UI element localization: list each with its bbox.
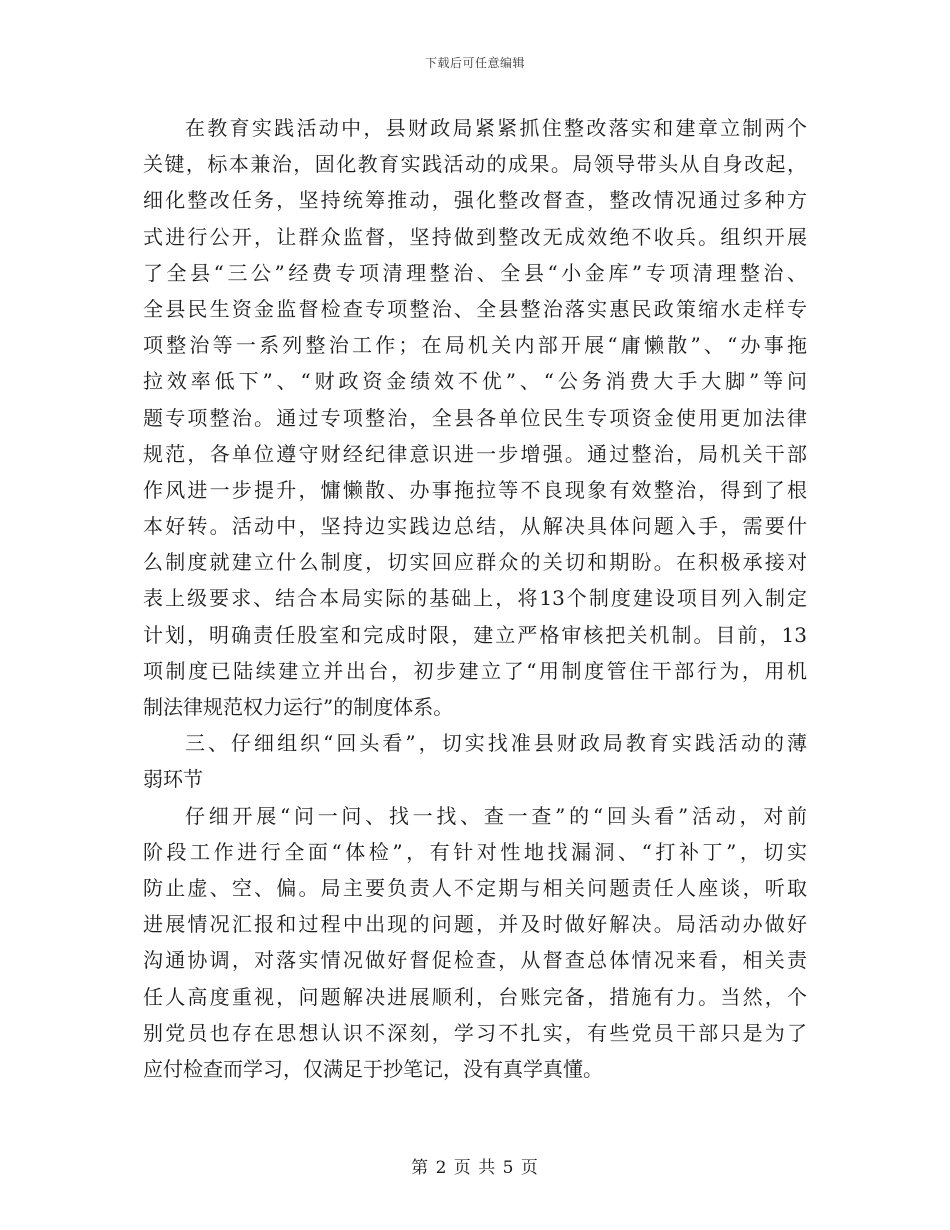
- section-heading-review: [143, 725, 807, 797]
- heading-line: 三、仔细组织“回头看”，切实找准县财政局教育实践活动的薄: [185, 731, 807, 756]
- text-line: 全县民生资金监督检查专项整治、全县整治落实惠民政策缩水走样专: [143, 296, 807, 321]
- text-line: 表上级要求、结合本局实际的基础上，将13个制度建设项目列入制定: [143, 586, 807, 611]
- text-line: 么制度就建立什么制度，切实回应群众的关切和期盼。在积极承接对: [143, 550, 807, 575]
- text-line: 规范，各单位遵守财经纪律意识进一步增强。通过整治，局机关干部: [143, 441, 807, 466]
- text-line: 关键，标本兼治，固化教育实践活动的成果。局领导带头从自身改起，: [143, 152, 807, 177]
- text-line: 防止虚、空、偏。局主要负责人不定期与相关问题责任人座谈，听取: [143, 875, 807, 900]
- text-line: 细化整改任务，坚持统筹推动，强化整改督查，整改情况通过多种方: [143, 188, 807, 213]
- text-line: 沟通协调，对落实情况做好督促检查，从督查总体情况来看，相关责: [143, 948, 807, 973]
- text-line: 阶段工作进行全面“体检”，有针对性地找漏洞、“打补丁”，切实: [143, 839, 807, 864]
- paragraph-rectification: [143, 110, 807, 725]
- text-line: 项整治等一系列整治工作；在局机关内部开展“庸懒散”、“办事拖: [143, 333, 807, 358]
- text-line: 计划，明确责任股室和完成时限，建立严格审核把关机制。目前，13: [143, 622, 807, 647]
- text-line: 了全县“三公”经费专项清理整治、全县“小金库”专项清理整治、: [143, 260, 807, 285]
- text-line: 作风进一步提升，慵懒散、办事拖拉等不良现象有效整治，得到了根: [143, 477, 807, 502]
- text-line: 进展情况汇报和过程中出现的问题，并及时做好解决。局活动办做好: [143, 912, 807, 937]
- text-line: 仔细开展“问一问、找一找、查一查”的“回头看”活动，对前: [185, 803, 807, 828]
- text-line: 式进行公开，让群众监督，坚持做到整改无成效绝不收兵。组织开展: [143, 224, 807, 249]
- page-number-footer: 第 2 页 共 5 页: [411, 1158, 539, 1178]
- text-line: 制法律规范权力运行”的制度体系。: [143, 695, 454, 719]
- text-line: 项制度已陆续建立并出台，初步建立了“用制度管住干部行为，用机: [143, 658, 807, 683]
- page-header: 下载后可任意编辑: [424, 56, 525, 70]
- text-line: 拉效率低下”、“财政资金绩效不优”、“公务消费大手大脚”等问: [143, 369, 807, 394]
- text-line: 本好转。活动中，坚持边实践边总结，从解决具体问题入手，需要什: [143, 514, 807, 539]
- paragraph-review-activity: [143, 798, 807, 1088]
- text-line: 别党员也存在思想认识不深刻，学习不扎实，有些党员干部只是为了: [143, 1020, 807, 1045]
- document-body: [143, 110, 807, 1087]
- text-line: 应付检查而学习，仅满足于抄笔记，没有真学真懂。: [143, 1056, 603, 1081]
- text-line: 任人高度重视，问题解决进展顺利，台账完备，措施有力。当然，个: [143, 984, 807, 1009]
- heading-line: 弱环节: [143, 767, 203, 792]
- text-line: 在教育实践活动中，县财政局紧紧抓住整改落实和建章立制两个: [185, 116, 807, 140]
- text-line: 题专项整治。通过专项整治，全县各单位民生专项资金使用更加法律: [143, 405, 807, 430]
